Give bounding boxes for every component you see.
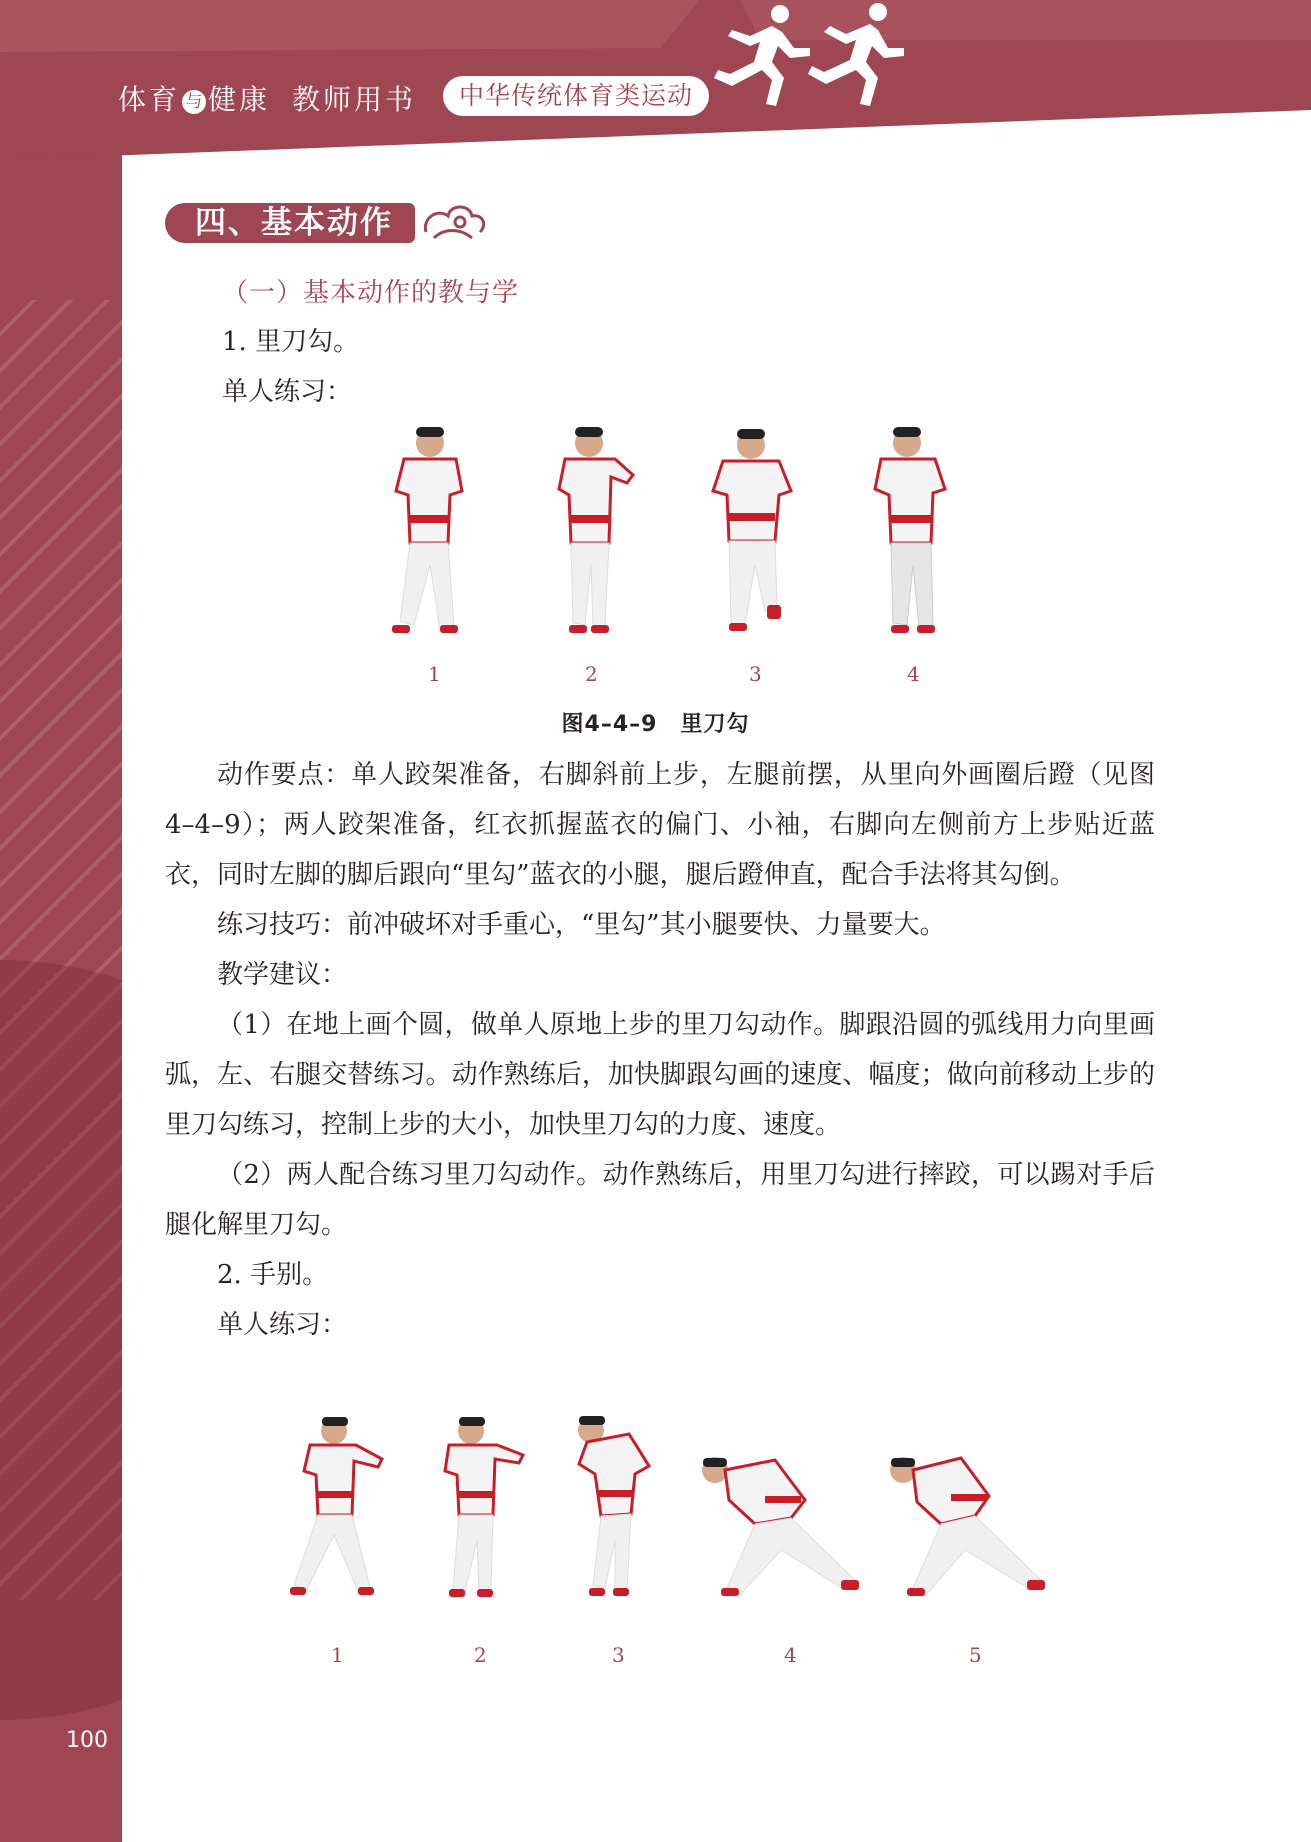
wrestler-pose-image [272, 1415, 392, 1605]
left-sidebar [0, 0, 122, 1842]
practice-label: 单人练习： [217, 1310, 348, 1340]
book-title: 体育 与 健康 教师用书 [118, 83, 417, 116]
body-text [165, 750, 1155, 1350]
wrestler-pose-image [695, 1440, 865, 1610]
subsection-title: （一）基本动作的教与学 [222, 278, 520, 308]
book-title-mid-badge: 与 [182, 90, 206, 114]
figure-panel-number: 4 [907, 662, 920, 686]
item-title: 1. 里刀勾。 [222, 327, 360, 357]
runner-icon [800, 0, 910, 110]
figure-panel-number: 1 [428, 662, 441, 686]
figure-caption: 图4–4–9 里刀勾 [561, 712, 750, 737]
figure-panel-number: 3 [749, 662, 762, 686]
cloud-ornament-icon [420, 198, 490, 246]
paragraph-advice-1: （1）在地上画个圆，做单人原地上步的里刀勾动作。脚跟沿圆的弧线用力向里画弧，左、右腿交替练习。动作熟练后，加快脚跟勾画的速度、幅度；做向前移动上步的里刀勾练习，控制上步的大小，加快里刀勾的力度、速度。 [165, 1010, 1155, 1140]
book-subtitle: 教师用书 [292, 83, 417, 116]
header-band [0, 0, 1311, 160]
paragraph-advice-label: 教学建议： [217, 960, 348, 990]
practice-label: 单人练习： [222, 377, 353, 407]
wrestler-pose-image [695, 425, 805, 645]
wrestler-pose-image [855, 425, 965, 645]
section-title: 四、基本动作 [165, 203, 415, 243]
figure-panel-number: 5 [969, 1643, 982, 1667]
wrestler-pose-image [885, 1440, 1050, 1610]
paragraph-key-points: 动作要点：单人跤架准备，右脚斜前上步，左腿前摆，从里向外画圈后蹬（见图 4–4–9）；两人跤架准备，红衣抓握蓝衣的偏门、小袖，右脚向左侧前方上步贴近蓝衣，同时左脚的脚后跟向“里勾”蓝衣的小腿，腿后蹬伸直，配合手法将其勾倒。 [165, 760, 1155, 890]
wrestler-pose-image [425, 1415, 535, 1605]
figure-panel-number: 1 [331, 1643, 344, 1667]
figure-panel-number: 3 [612, 1643, 625, 1667]
item-title: 2. 手别。 [217, 1260, 329, 1290]
sidebar-curve [0, 960, 122, 1720]
figure-panel-number: 4 [784, 1643, 797, 1667]
figure-panel-number: 2 [474, 1643, 487, 1667]
paragraph-tips: 练习技巧：前冲破坏对手重心，“里勾”其小腿要快、力量要大。 [217, 910, 946, 940]
chapter-chip: 中华传统体育类运动 [443, 76, 709, 116]
wrestler-pose-image [370, 425, 480, 645]
page-number: 100 [66, 1728, 108, 1753]
paragraph-advice-2: （2）两人配合练习里刀勾动作。动作熟练后，用里刀勾进行摔跤，可以踢对手后腿化解里刀勾。 [165, 1160, 1155, 1240]
wrestler-pose-image [565, 1410, 665, 1605]
figure-panel-number: 2 [585, 662, 598, 686]
wrestler-pose-image [535, 425, 645, 645]
